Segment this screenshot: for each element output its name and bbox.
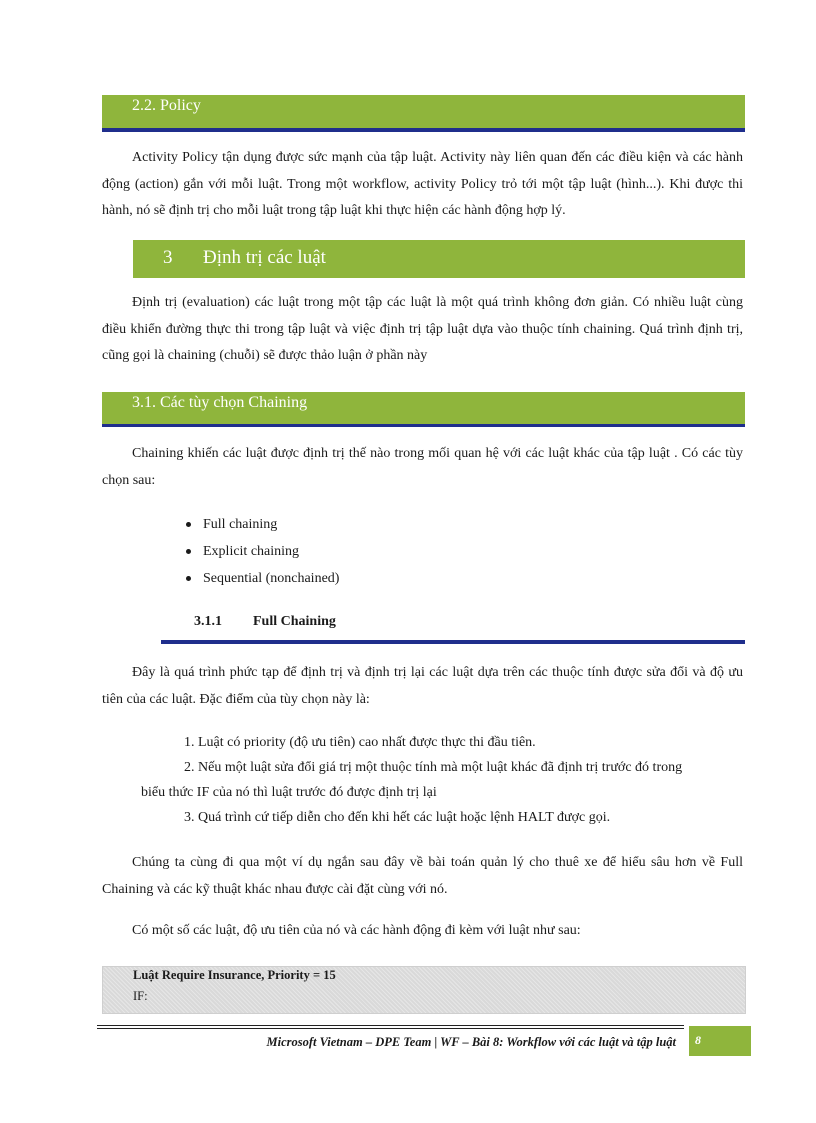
footer-text: Microsoft Vietnam – DPE Team | WF – Bài 8: Workflow với các luật và tập luật [266,1035,676,1049]
section-2-2-heading [102,95,745,128]
paragraph-policy: Activity Policy tận dụng được sức mạnh của tập luật. Activity này liên quan đến các điều kiện và các hành động (action) gắn với mỗi luật. Trong một workflow, activity Policy trỏ tới một tập luật (hình...). Khi được thi hành, nó sẽ định trị cho mỗi luật trong tập luật khi thực hiện các hành động hợp lý. [102,150,743,218]
section-3-1-1-number: 3.1.1 [194,614,222,629]
footer-page-box [689,1026,751,1056]
section-3-1-1-title: Full Chaining [253,614,336,629]
section-3-1-title: 3.1. Các tùy chọn Chaining [132,394,308,411]
code-line-1: Luật Require Insurance, Priority = 15 [133,968,336,982]
list-item [186,542,586,569]
numbered-item-2: 2. Nếu một luật sửa đổi giá trị một thuộc tính mà một luật khác đã định trị trước đó trong [184,760,683,775]
paragraph-full-chaining: Đây là quá trình phức tạp để định trị và định trị lại các luật dựa trên các thuộc tính được sửa đổi và độ ưu tiên của các luật. Đặc điểm của tùy chọn này là: [102,665,743,707]
section-3-heading [133,240,745,278]
code-block [102,966,746,1014]
paragraph-chaining: Chaining khiến các luật được định trị thế nào trong mối quan hệ với các luật khác của tập luật . Có các tùy chọn sau: [102,446,743,488]
bullet-icon [186,522,191,527]
numbered-item-1: 1. Luật có priority (độ ưu tiên) cao nhất được thực thi đầu tiên. [184,735,536,750]
list-item-label: Full chaining [203,517,278,532]
numbered-item-3: 3. Quá trình cứ tiếp diễn cho đến khi hết các luật hoặc lệnh HALT được gọi. [184,810,611,825]
section-3-1-1-heading [194,614,594,630]
paragraph-evaluation: Định trị (evaluation) các luật trong một tập các luật là một quá trình không đơn giản. Có nhiều luật cùng điều khiển đường thực thi trong tập luật và việc định trị tập luật dựa vào thuộc tính chaining. Quá trình định trị, cũng gọi là chaining (chuỗi) sẽ được thảo luận ở phần này [102,295,743,363]
section-3-1-underline [102,424,745,427]
footer-rule-bottom [97,1028,684,1029]
numbered-item-2-continuation: biểu thức IF của nó thì luật trước đó được định trị lại [141,785,437,800]
code-line-2: IF: [133,989,148,1003]
section-3-1-1-underline [161,640,745,644]
list-item-label: Sequential (nonchained) [203,571,340,586]
list-item [186,569,586,596]
list-item [186,515,586,542]
footer-rule-top [97,1025,684,1026]
page-number: 8 [695,1033,701,1047]
list-item-label: Explicit chaining [203,544,300,559]
section-3-number: 3 [163,247,173,268]
section-2-2-title: 2.2. Policy [132,97,201,114]
paragraph-rules-intro: Có một số các luật, độ ưu tiên của nó và các hành động đi kèm với luật như sau: [132,923,581,938]
bullet-icon [186,576,191,581]
section-3-1-heading [102,392,745,424]
section-3-title: Định trị các luật [203,247,326,268]
paragraph-example: Chúng ta cùng đi qua một ví dụ ngắn sau đây về bài toán quản lý cho thuê xe để hiểu sâu hơn về Full Chaining và các kỹ thuật khác nhau được cài đặt cùng với nó. [102,855,743,897]
bullet-icon [186,549,191,554]
chaining-options-list [186,515,586,596]
section-2-2-underline [102,128,745,132]
